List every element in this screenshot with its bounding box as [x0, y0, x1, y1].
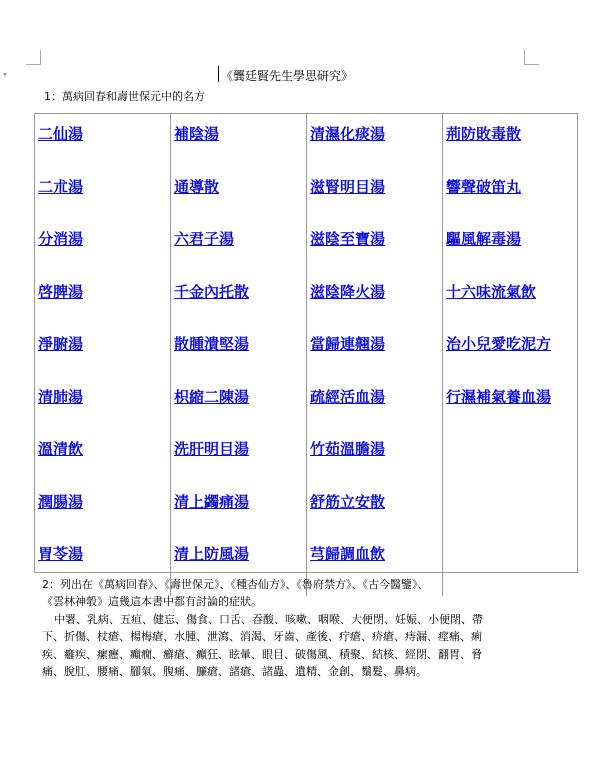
table-column-1 [35, 114, 171, 596]
crop-mark-top-right [524, 50, 539, 65]
formula-link[interactable]: 響聲破笛丸 [446, 177, 522, 196]
formula-link[interactable]: 二朮湯 [38, 177, 84, 196]
formula-link[interactable]: 行濕補氣養血湯 [446, 387, 552, 406]
formula-link[interactable]: 清上防風湯 [174, 545, 250, 563]
formula-link[interactable]: 啓脾湯 [38, 282, 84, 301]
formula-link[interactable]: 治小兒愛吃泥方 [446, 335, 552, 353]
formula-link[interactable]: 胃苓湯 [38, 545, 84, 563]
table-column-3 [307, 114, 443, 596]
formula-link[interactable]: 舒筋立安散 [310, 492, 386, 511]
formula-link[interactable]: 清上蠲痛湯 [174, 492, 250, 511]
formula-link[interactable]: 洗肝明目湯 [174, 440, 250, 458]
section-1-heading: 1：萬病回春和壽世保元中的名方 [44, 90, 205, 103]
formula-link[interactable]: 散腫潰堅湯 [174, 335, 250, 353]
section-2-notes [42, 576, 542, 680]
formula-link[interactable]: 荊防敗毒散 [446, 125, 522, 143]
formula-link[interactable]: 滋陰降火湯 [310, 282, 386, 301]
notes-line: 疾、癰疾、瘰癧、癲癇、癬瘡、癲狂、眩暈、眼目、破傷風、積聚、結核、經閉、翻胃、脅 [42, 647, 482, 661]
formula-link[interactable]: 二仙湯 [38, 125, 84, 143]
formula-link[interactable]: 驅風解毒湯 [446, 230, 522, 248]
formula-link[interactable]: 芎歸調血飲 [310, 545, 386, 563]
formula-link[interactable]: 千金內托散 [174, 282, 250, 301]
formula-link[interactable]: 枳縮二陳湯 [174, 387, 250, 406]
notes-line: 2：列出在《萬病回春》、《壽世保元》、《種杏仙方》、《魯府禁方》、《古今醫鑒》、 [42, 578, 429, 591]
table-column-4 [443, 114, 577, 596]
formula-link[interactable]: 清肺湯 [38, 387, 84, 406]
formula-link[interactable]: 溫清飲 [38, 440, 84, 458]
document-title: 《龔廷賢先生學思研究》 [221, 69, 354, 83]
formula-link[interactable]: 當歸連翹湯 [310, 335, 386, 353]
formula-link[interactable]: 通導散 [174, 177, 220, 196]
text-cursor [218, 66, 219, 82]
table-column-2 [171, 114, 307, 596]
formula-link[interactable]: 六君子湯 [174, 230, 235, 248]
formula-table [34, 113, 578, 573]
crop-mark-top-left [26, 50, 41, 65]
notes-line: 《雲林神彀》這幾這本書中都有討論的症狀。 [42, 595, 262, 609]
formula-link[interactable]: 清濕化痰湯 [310, 125, 386, 143]
formula-link[interactable]: 淨腑湯 [38, 335, 84, 353]
formula-link[interactable]: 分消湯 [38, 230, 84, 248]
formula-link[interactable]: 潤腸湯 [38, 492, 84, 511]
formula-link[interactable]: 滋陰至寶湯 [310, 230, 386, 248]
notes-line: 痛、脫肛、腰痛、腳氣、腹痛、臁瘡、諸瘡、諸蟲、遺精、金創、鬚髮、鼻病。 [42, 665, 427, 679]
margin-arrow-icon: ▾ [3, 70, 8, 79]
formula-link[interactable]: 竹茹溫膽湯 [310, 440, 386, 458]
formula-link[interactable]: 滋腎明目湯 [310, 177, 386, 196]
notes-line: 中署、乳病、五疸、健忘、傷食、口舌、吞酸、咳嗽、咽喉、大便閉、妊娠、小便閉、帶 [54, 612, 483, 626]
notes-line: 下、折傷、杖瘡、楊梅瘡、水腫、泄瀉、消渴、牙齒、產後、疔瘡、疥瘡、痔漏、痙痛、痢 [42, 630, 482, 644]
formula-link[interactable]: 疏經活血湯 [310, 387, 386, 406]
formula-link[interactable]: 十六味流氣飲 [446, 282, 537, 301]
formula-link[interactable]: 補陰湯 [174, 125, 220, 143]
